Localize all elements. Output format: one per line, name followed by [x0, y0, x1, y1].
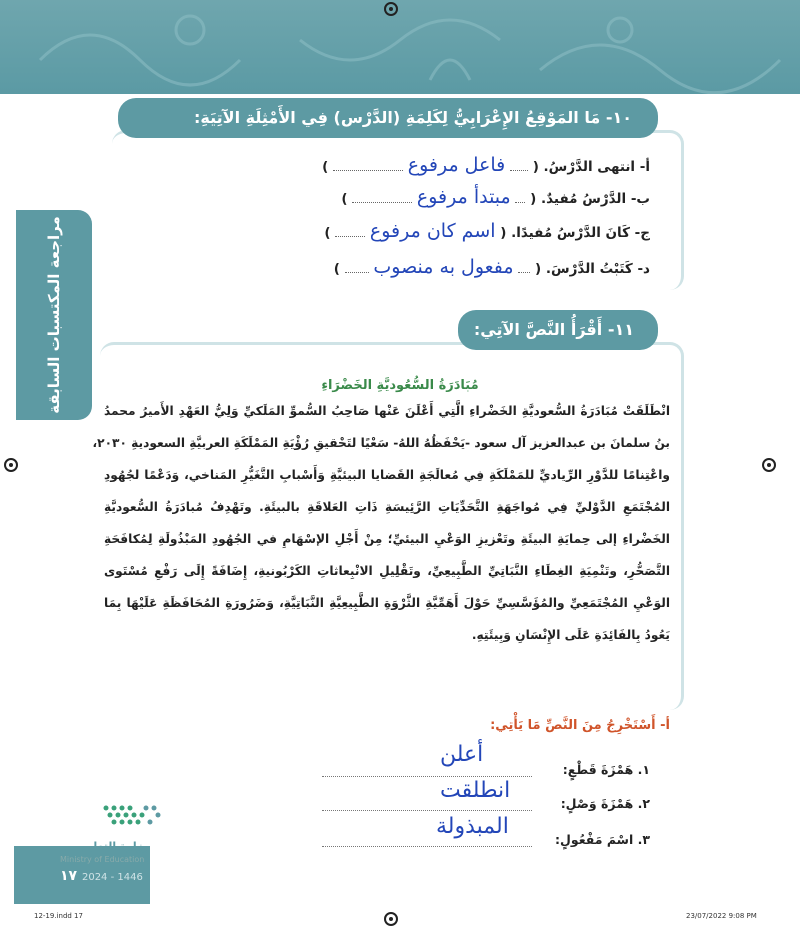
dotted-line: [333, 160, 403, 171]
handwritten-answer: اسم كان مرفوع: [369, 220, 496, 242]
close-paren: ): [322, 159, 329, 175]
example-row-d: [334, 256, 650, 282]
answer-line-3: [322, 845, 532, 847]
header-band: [0, 0, 800, 94]
dotted-line: [515, 192, 525, 203]
example-row-c: [324, 220, 650, 246]
close-paren: ): [333, 261, 340, 277]
handwritten-answer-3: المبذولة: [436, 814, 509, 839]
dotted-line: [510, 160, 528, 171]
extract-label-1: ١. هَمْزَةَ قَطْعٍ:: [562, 762, 650, 777]
paragraph-line: المُجْتَمَعِ الدَّوْليِّ فِي مُواجَهَةِ التَّحَدِّيَاتِ الرَّئِيسَةِ ذَاتِ العَلاقَةِ بالبيئَةِ. وتَهْدِفُ مُبادَرَةُ السُّعوديَّةِ: [104, 500, 670, 514]
slug-right: 23/07/2022 9:08 PM: [686, 912, 757, 920]
dotted-line: [352, 192, 412, 203]
paragraph-line: واعْتِنامًا للدَّوْرِ الرِّياديِّ للمَمْلَكَةِ فِي مُعالَجَةِ القَضايا البيئيَّةِ وَأَسْبابِ التَّغَيُّرِ المَناخي، وَدَعْمًا لجُهُودِ: [104, 468, 670, 482]
page-number: [60, 868, 143, 884]
extract-label-2: ٢. هَمْزَةَ وَصْلٍ:: [560, 796, 650, 811]
handwritten-answer: فاعل مرفوع: [407, 154, 506, 176]
ministry-name-en: Ministry of Education: [60, 855, 145, 864]
paragraph-line: انْطَلَقَتْ مُبَادَرَةُ السُّعوديَّةِ الخَضْراءِ الَّتِي أَعْلَنَ عَنْها صَاحِبُ السُّموِّ المَلَكيِّ وَلِيُّ العَهْدِ الأَميرُ محمدُ: [104, 404, 670, 418]
question11-frame: [92, 342, 684, 710]
handwritten-answer: مفعول به منصوب: [373, 256, 514, 278]
registration-mark-top: [384, 2, 398, 16]
sidebar-tab: [16, 210, 92, 420]
year-label: 2024 - 1446: [81, 872, 143, 883]
handwritten-answer: مبتدأ مرفوع: [416, 186, 511, 208]
extract-label-3: ٣. اسْمَ مَفْعُولٍ:: [555, 832, 650, 847]
handwritten-answer-1: أعلن: [440, 742, 484, 767]
sub-question-a: أ- أَسْتَخْرِجُ مِنَ النَّصِّ مَا يَأْتِي:: [490, 718, 670, 733]
example-label: د- كَتَبْتُ الدَّرْسَ. (: [535, 261, 650, 277]
dotted-line: [345, 262, 369, 273]
paragraph-line: الخَضْراءِ إلى حِمايَةِ البيئَةِ وتَعْزيزِ الوَعْيِ البيئيِّ؛ مِنْ أَجْلِ الإسْهَامِ في الجُهُودِ المَبْذُولَةِ لِمُكافَحَةِ: [104, 532, 670, 546]
dotted-line: [518, 262, 530, 273]
registration-mark-bottom: [384, 912, 398, 926]
ministry-name: وزارة التعليم: [80, 840, 150, 853]
paragraph-line: الوَعْيِ المُجْتَمَعِيِّ والمُؤَسَّسِيِّ حَوْلَ أَهَمِّيَّةِ الثَّرْوَةِ الطَّبِيعِيَّةِ النَّبَاتِيَّةِ، وَضَرُورَةِ المُحَافَظَةِ عَلَيْهَا بِمَا: [104, 596, 670, 610]
example-label: ب- الدَّرْسُ مُفيدٌ. (: [530, 191, 650, 207]
question11-title: ١١- أَقْرَأُ النَّصَّ الآتِي:: [458, 310, 658, 350]
text-title: مُبَادَرَةُ السُّعُوديَّةِ الخَضْرَاءِ: [321, 378, 479, 393]
ministry-logo-icon: [96, 800, 176, 830]
example-label: أ- انتهى الدَّرْسُ. (: [532, 159, 650, 175]
example-row-b: [341, 186, 650, 212]
dotted-line: [335, 226, 365, 237]
registration-mark-right: [762, 458, 776, 472]
example-label: ج- كَانَ الدَّرْسُ مُفيدًا. (: [500, 225, 650, 241]
slug-left: 12-19.indd 17: [34, 912, 83, 920]
paragraph-line: بنُ سلمانَ بن عبدالعزيز آل سعود -يَحْفَظُهُ اللهُ- سَعْيًا لتَحْقيقِ رُؤْيَةِ المَمْلَكَةِ العربيَّةِ السعوديةِ ٢٠٣٠،: [92, 436, 670, 450]
close-paren: ): [324, 225, 331, 241]
close-paren: ): [341, 191, 348, 207]
sidebar-label: مراجعة المكتسبات السابقة: [45, 216, 63, 414]
answer-line-1: [322, 775, 532, 777]
answer-line-2: [322, 809, 532, 811]
paragraph-line: يَعُودُ بِالفَائِدَةِ عَلَى الإِنْسَانِ وَبِيئَتِهِ.: [471, 628, 670, 642]
header-pattern: [0, 0, 800, 94]
handwritten-answer-2: انطلقت: [440, 778, 511, 803]
registration-mark-left: [4, 458, 18, 472]
paragraph-line: التَّصَحُّرِ، وتَنْمِيَةِ الغِطَاءِ النَّبَاتِيِّ الطَّبِيعِيِّ، وتَقْلِيلِ الانْبِعاثاتِ الكَرْبُونيةِ، إِضَافَةً إِلَى رَفْعِ مُسْتَوى: [104, 564, 670, 578]
page-number-value: ١٧: [60, 868, 78, 884]
question10-title: ١٠- مَا المَوْقِعُ الإِعْرَابِيُّ لِكَلِمَةِ (الدَّرْس) فِي الأَمْثِلَةِ الآتِيَةِ:: [118, 98, 658, 138]
example-row-a: [322, 154, 650, 180]
